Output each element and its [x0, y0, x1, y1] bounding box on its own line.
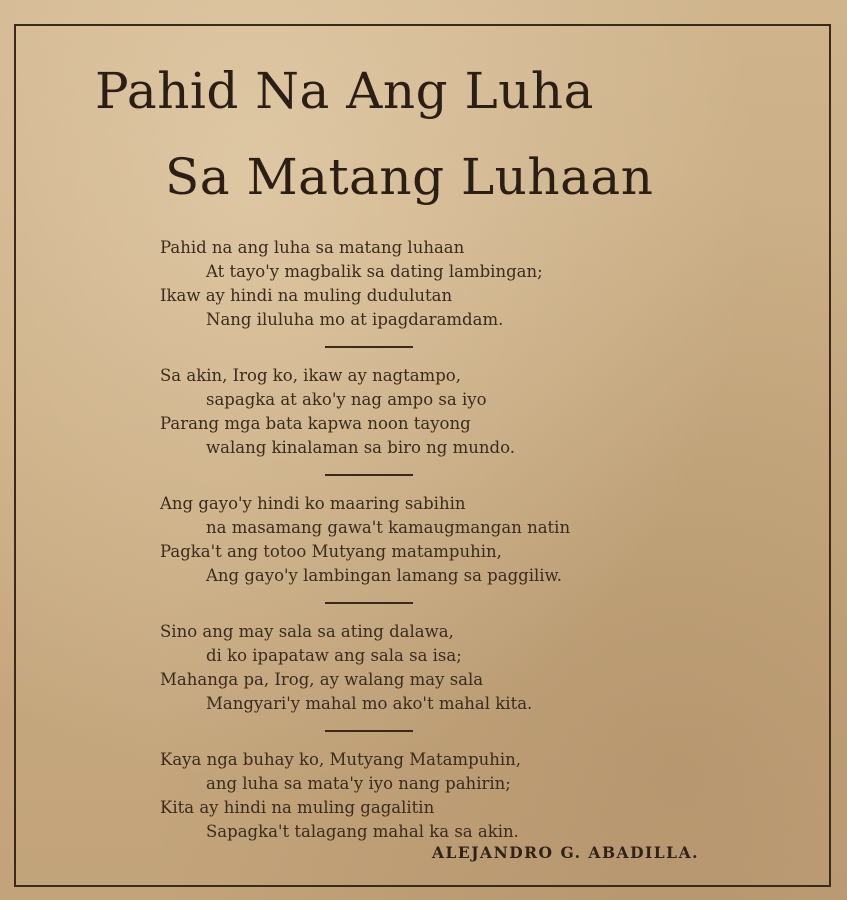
stanza-divider — [325, 730, 413, 732]
poem-line: Sapagka't talagang mahal ka sa akin. — [206, 822, 519, 841]
poem-line: Kita ay hindi na muling gagalitin — [160, 798, 435, 817]
poem-line: Nang iluluha mo at ipagdaramdam. — [206, 310, 504, 329]
poem-title-line-2: Sa Matang Luhaan — [165, 148, 654, 206]
author-name: ALEJANDRO G. ABADILLA. — [431, 843, 699, 862]
poem-line: ang luha sa mata'y iyo nang pahirin; — [206, 774, 511, 793]
poem-line: Pagka't ang totoo Mutyang matampuhin, — [160, 542, 502, 561]
poem-line: Kaya nga buhay ko, Mutyang Matampuhin, — [160, 750, 522, 769]
poem-line: Sino ang may sala sa ating dalawa, — [160, 622, 454, 641]
stanza-divider — [325, 474, 413, 476]
poem-body — [160, 236, 720, 844]
poem-line: na masamang gawa't kamaugmangan natin — [206, 518, 571, 537]
poem-title-line-1: Pahid Na Ang Luha — [95, 62, 594, 120]
stanza-1 — [160, 236, 720, 332]
stanza-4 — [160, 620, 720, 716]
poem-line: walang kinalaman sa biro ng mundo. — [206, 438, 515, 457]
poem-line: Mahanga pa, Irog, ay walang may sala — [160, 670, 484, 689]
poem-line: Ang gayo'y lambingan lamang sa paggiliw. — [206, 566, 562, 585]
poem-line: Mangyari'y mahal mo ako't mahal kita. — [206, 694, 533, 713]
poem-line: sapagka at ako'y nag ampo sa iyo — [206, 390, 487, 409]
poem-line: Parang mga bata kapwa noon tayong — [160, 414, 471, 433]
stanza-5 — [160, 748, 720, 844]
stanza-divider — [325, 602, 413, 604]
poem-line: Ikaw ay hindi na muling dudulutan — [160, 286, 453, 305]
poem-line: Ang gayo'y hindi ko maaring sabihin — [160, 494, 466, 513]
stanza-3 — [160, 492, 720, 588]
poem-line: At tayo'y magbalik sa dating lambingan; — [206, 262, 543, 281]
poem-line: Sa akin, Irog ko, ikaw ay nagtampo, — [160, 366, 461, 385]
stanza-divider — [325, 346, 413, 348]
poem-line: di ko ipapataw ang sala sa isa; — [206, 646, 462, 665]
stanza-2 — [160, 364, 720, 460]
poem-line: Pahid na ang luha sa matang luhaan — [160, 238, 465, 257]
